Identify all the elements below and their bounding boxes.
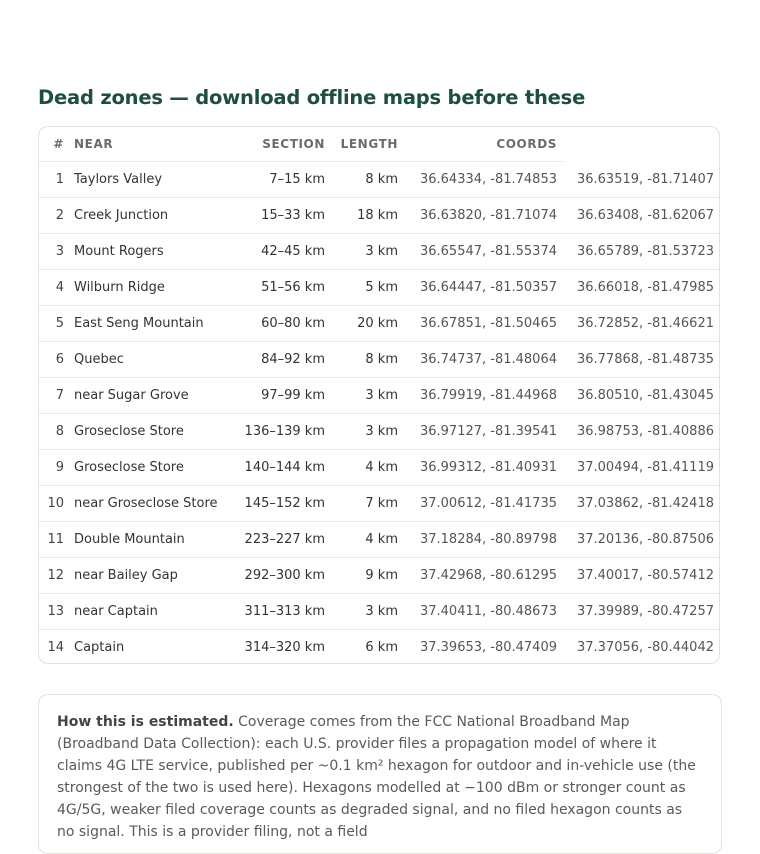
row-number: 6 — [39, 342, 72, 378]
row-section: 314–320 km — [244, 640, 325, 655]
row-number: 4 — [39, 270, 72, 306]
row-section: 15–33 km — [243, 198, 333, 234]
row-section: 51–56 km — [243, 270, 333, 306]
row-coord-start: 36.74737, -81.48064 — [408, 342, 563, 378]
row-coord-start: 37.39653, -80.47409 — [419, 640, 557, 655]
row-near: Taylors Valley — [72, 162, 243, 198]
row-near: Groseclose Store — [72, 450, 243, 486]
row-number: 13 — [39, 594, 72, 630]
row-near: East Seng Mountain — [72, 306, 243, 342]
row-number: 2 — [39, 198, 72, 234]
row-section: 97–99 km — [243, 378, 333, 414]
row-section: 42–45 km — [243, 234, 333, 270]
row-section: 311–313 km — [243, 594, 333, 630]
table-row — [39, 198, 719, 234]
row-coord-end: 37.00494, -81.41119 — [563, 450, 719, 486]
row-length: 5 km — [333, 270, 408, 306]
dead-zones-table — [39, 127, 719, 664]
row-number: 11 — [39, 522, 72, 558]
row-length: 18 km — [333, 198, 408, 234]
row-section: 223–227 km — [243, 522, 333, 558]
row-coord-end: 36.65789, -81.53723 — [563, 234, 719, 270]
row-coord-start: 36.64447, -81.50357 — [408, 270, 563, 306]
row-coord-end: 37.37056, -80.44042 — [576, 640, 714, 655]
row-coord-start: 37.40411, -80.48673 — [408, 594, 563, 630]
column-header-blank — [563, 127, 719, 162]
row-number: 9 — [39, 450, 72, 486]
column-header-length: LENGTH — [333, 127, 408, 162]
row-length: 20 km — [333, 306, 408, 342]
row-section: 136–139 km — [243, 414, 333, 450]
row-near: Double Mountain — [72, 522, 243, 558]
row-coord-start: 36.63820, -81.71074 — [408, 198, 563, 234]
row-coord-end: 37.39989, -80.47257 — [563, 594, 719, 630]
row-section: 140–144 km — [243, 450, 333, 486]
row-section: 292–300 km — [243, 558, 333, 594]
row-length: 9 km — [333, 558, 408, 594]
row-length: 4 km — [333, 450, 408, 486]
row-coord-start: 37.18284, -80.89798 — [408, 522, 563, 558]
row-coord-start: 36.67851, -81.50465 — [408, 306, 563, 342]
row-section: 84–92 km — [243, 342, 333, 378]
table-row — [39, 342, 719, 378]
table-row — [39, 414, 719, 450]
row-section: 145–152 km — [243, 486, 333, 522]
row-coord-start: 37.00612, -81.41735 — [408, 486, 563, 522]
estimation-note-lead: How this is estimated. — [57, 714, 234, 730]
row-coord-start: 36.65547, -81.55374 — [408, 234, 563, 270]
row-length: 3 km — [333, 234, 408, 270]
table-row — [39, 306, 719, 342]
row-length: 3 km — [333, 414, 408, 450]
row-number: 7 — [39, 378, 72, 414]
dead-zones-table-card — [38, 126, 720, 664]
table-row — [39, 486, 719, 522]
row-coord-start: 36.99312, -81.40931 — [408, 450, 563, 486]
row-coord-end: 36.63408, -81.62067 — [563, 198, 719, 234]
row-coord-start: 36.97127, -81.39541 — [408, 414, 563, 450]
estimation-note-card — [38, 694, 722, 854]
table-row — [39, 450, 719, 486]
row-near: Captain — [74, 640, 125, 655]
row-coord-end: 36.80510, -81.43045 — [563, 378, 719, 414]
row-length: 3 km — [333, 594, 408, 630]
row-length: 8 km — [333, 342, 408, 378]
row-number: 5 — [39, 306, 72, 342]
row-coord-end: 37.03862, -81.42418 — [563, 486, 719, 522]
row-coord-end: 36.98753, -81.40886 — [563, 414, 719, 450]
row-number: 1 — [39, 162, 72, 198]
table-row — [39, 594, 719, 630]
row-length: 3 km — [333, 378, 408, 414]
row-coord-end: 36.63519, -81.71407 — [563, 162, 719, 198]
table-row — [39, 630, 719, 665]
row-section: 60–80 km — [243, 306, 333, 342]
row-coord-start: 37.42968, -80.61295 — [408, 558, 563, 594]
page-title: Dead zones — download offline maps before these — [38, 86, 586, 109]
table-row — [39, 270, 719, 306]
column-header-number: # — [39, 127, 72, 162]
row-near: near Groseclose Store — [72, 486, 243, 522]
row-coord-start: 36.79919, -81.44968 — [408, 378, 563, 414]
table-row — [39, 378, 719, 414]
row-near: Mount Rogers — [72, 234, 243, 270]
table-row — [39, 234, 719, 270]
table-header-row — [39, 127, 719, 162]
column-header-section: SECTION — [243, 127, 333, 162]
row-near: Groseclose Store — [72, 414, 243, 450]
row-length: 6 km — [365, 640, 398, 655]
row-number: 14 — [47, 640, 64, 655]
row-near: Creek Junction — [72, 198, 243, 234]
row-near: Wilburn Ridge — [72, 270, 243, 306]
table-row — [39, 522, 719, 558]
row-coord-end: 37.20136, -80.87506 — [563, 522, 719, 558]
estimation-note — [57, 711, 703, 843]
row-length: 4 km — [333, 522, 408, 558]
row-near: near Sugar Grove — [72, 378, 243, 414]
row-number: 10 — [39, 486, 72, 522]
row-section: 7–15 km — [243, 162, 333, 198]
row-near: Quebec — [72, 342, 243, 378]
row-length: 8 km — [333, 162, 408, 198]
row-number: 12 — [39, 558, 72, 594]
row-coord-end: 36.66018, -81.47985 — [563, 270, 719, 306]
row-coord-end: 36.77868, -81.48735 — [563, 342, 719, 378]
table-body — [39, 162, 719, 665]
estimation-note-body: Coverage comes from the FCC National Broadband Map (Broadband Data Collection): each U.S. provider files a propagation model of where it claims 4G LTE service, published per ~0.1 km² hexagon for outdoor and in-vehicle use (the strongest of the two is used here). Hexagons modelled at −100 dBm or stronger count as 4G/5G, weaker filed coverage counts as degraded signal, and no filed hexagon counts as no signal. This is a provider filing, not a field — [57, 714, 696, 840]
row-near: near Captain — [72, 594, 243, 630]
table-row — [39, 558, 719, 594]
table-row — [39, 162, 719, 198]
column-header-near: NEAR — [72, 127, 243, 162]
row-coord-end: 37.40017, -80.57412 — [563, 558, 719, 594]
row-number: 8 — [39, 414, 72, 450]
row-near: near Bailey Gap — [72, 558, 243, 594]
column-header-coords: COORDS — [408, 127, 563, 162]
row-coord-end: 36.72852, -81.46621 — [563, 306, 719, 342]
row-length: 7 km — [333, 486, 408, 522]
row-number: 3 — [39, 234, 72, 270]
row-coord-start: 36.64334, -81.74853 — [408, 162, 563, 198]
